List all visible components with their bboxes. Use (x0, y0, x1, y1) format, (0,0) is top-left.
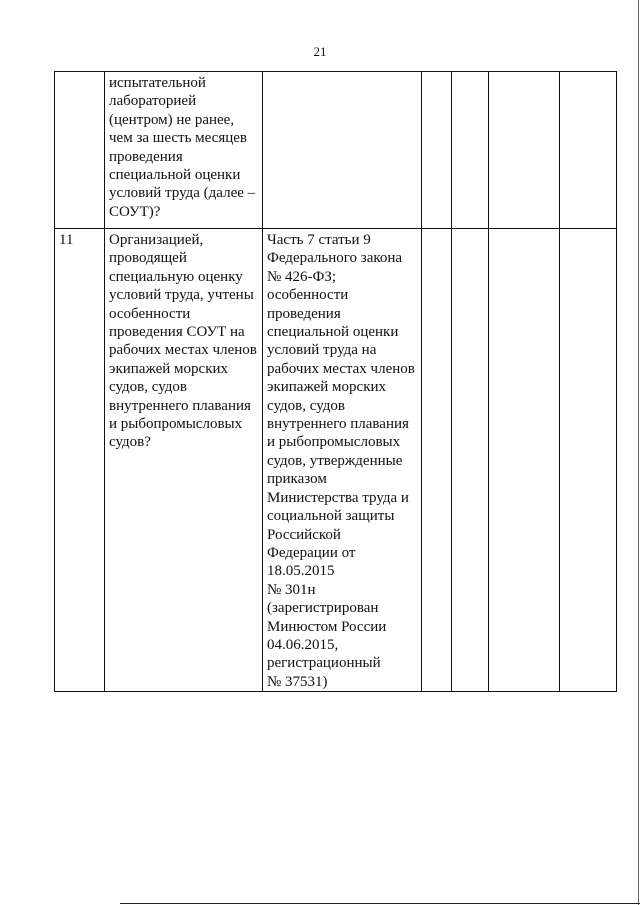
page-number: 21 (313, 44, 327, 59)
answer-cell-na (489, 72, 560, 229)
page-edge (120, 903, 640, 904)
table-row (55, 229, 617, 692)
answer-cell-no (452, 72, 489, 229)
answer-cell-yes (422, 72, 452, 229)
row-number-cell: 11 (55, 229, 105, 692)
reference-cell: Часть 7 статьи 9 Федерального закона № 426-ФЗ; особенности проведения специальной оценки условий труда на рабочих местах членов экипажей морских судов, судов внутреннего плавания и рыбопромысловых судов, утвержденные приказом Министерства труда и социальной защиты Российской Федерации от 18.05.2015 № 301н (зарегистрирован Минюстом России 04.06.2015, регистрационный № 37531) (263, 229, 422, 692)
notes-cell (560, 72, 617, 229)
question-cell: Организацией, проводящей специальную оценку условий труда, учтены особенности проведения СОУТ на рабочих местах членов экипажей морских судов, судов внутреннего плавания и рыбопромысловых судов? (105, 229, 263, 692)
table-row (55, 72, 617, 229)
answer-cell-no (452, 229, 489, 692)
row-number-cell (55, 72, 105, 229)
answer-cell-yes (422, 229, 452, 692)
reference-cell (263, 72, 422, 229)
notes-cell (560, 229, 617, 692)
question-cell: испытательной лабораторией (центром) не ранее, чем за шесть месяцев проведения специальной оценки условий труда (далее – СОУТ)? (105, 72, 263, 229)
page-edge (638, 0, 639, 905)
answer-cell-na (489, 229, 560, 692)
checklist-table (54, 71, 617, 692)
